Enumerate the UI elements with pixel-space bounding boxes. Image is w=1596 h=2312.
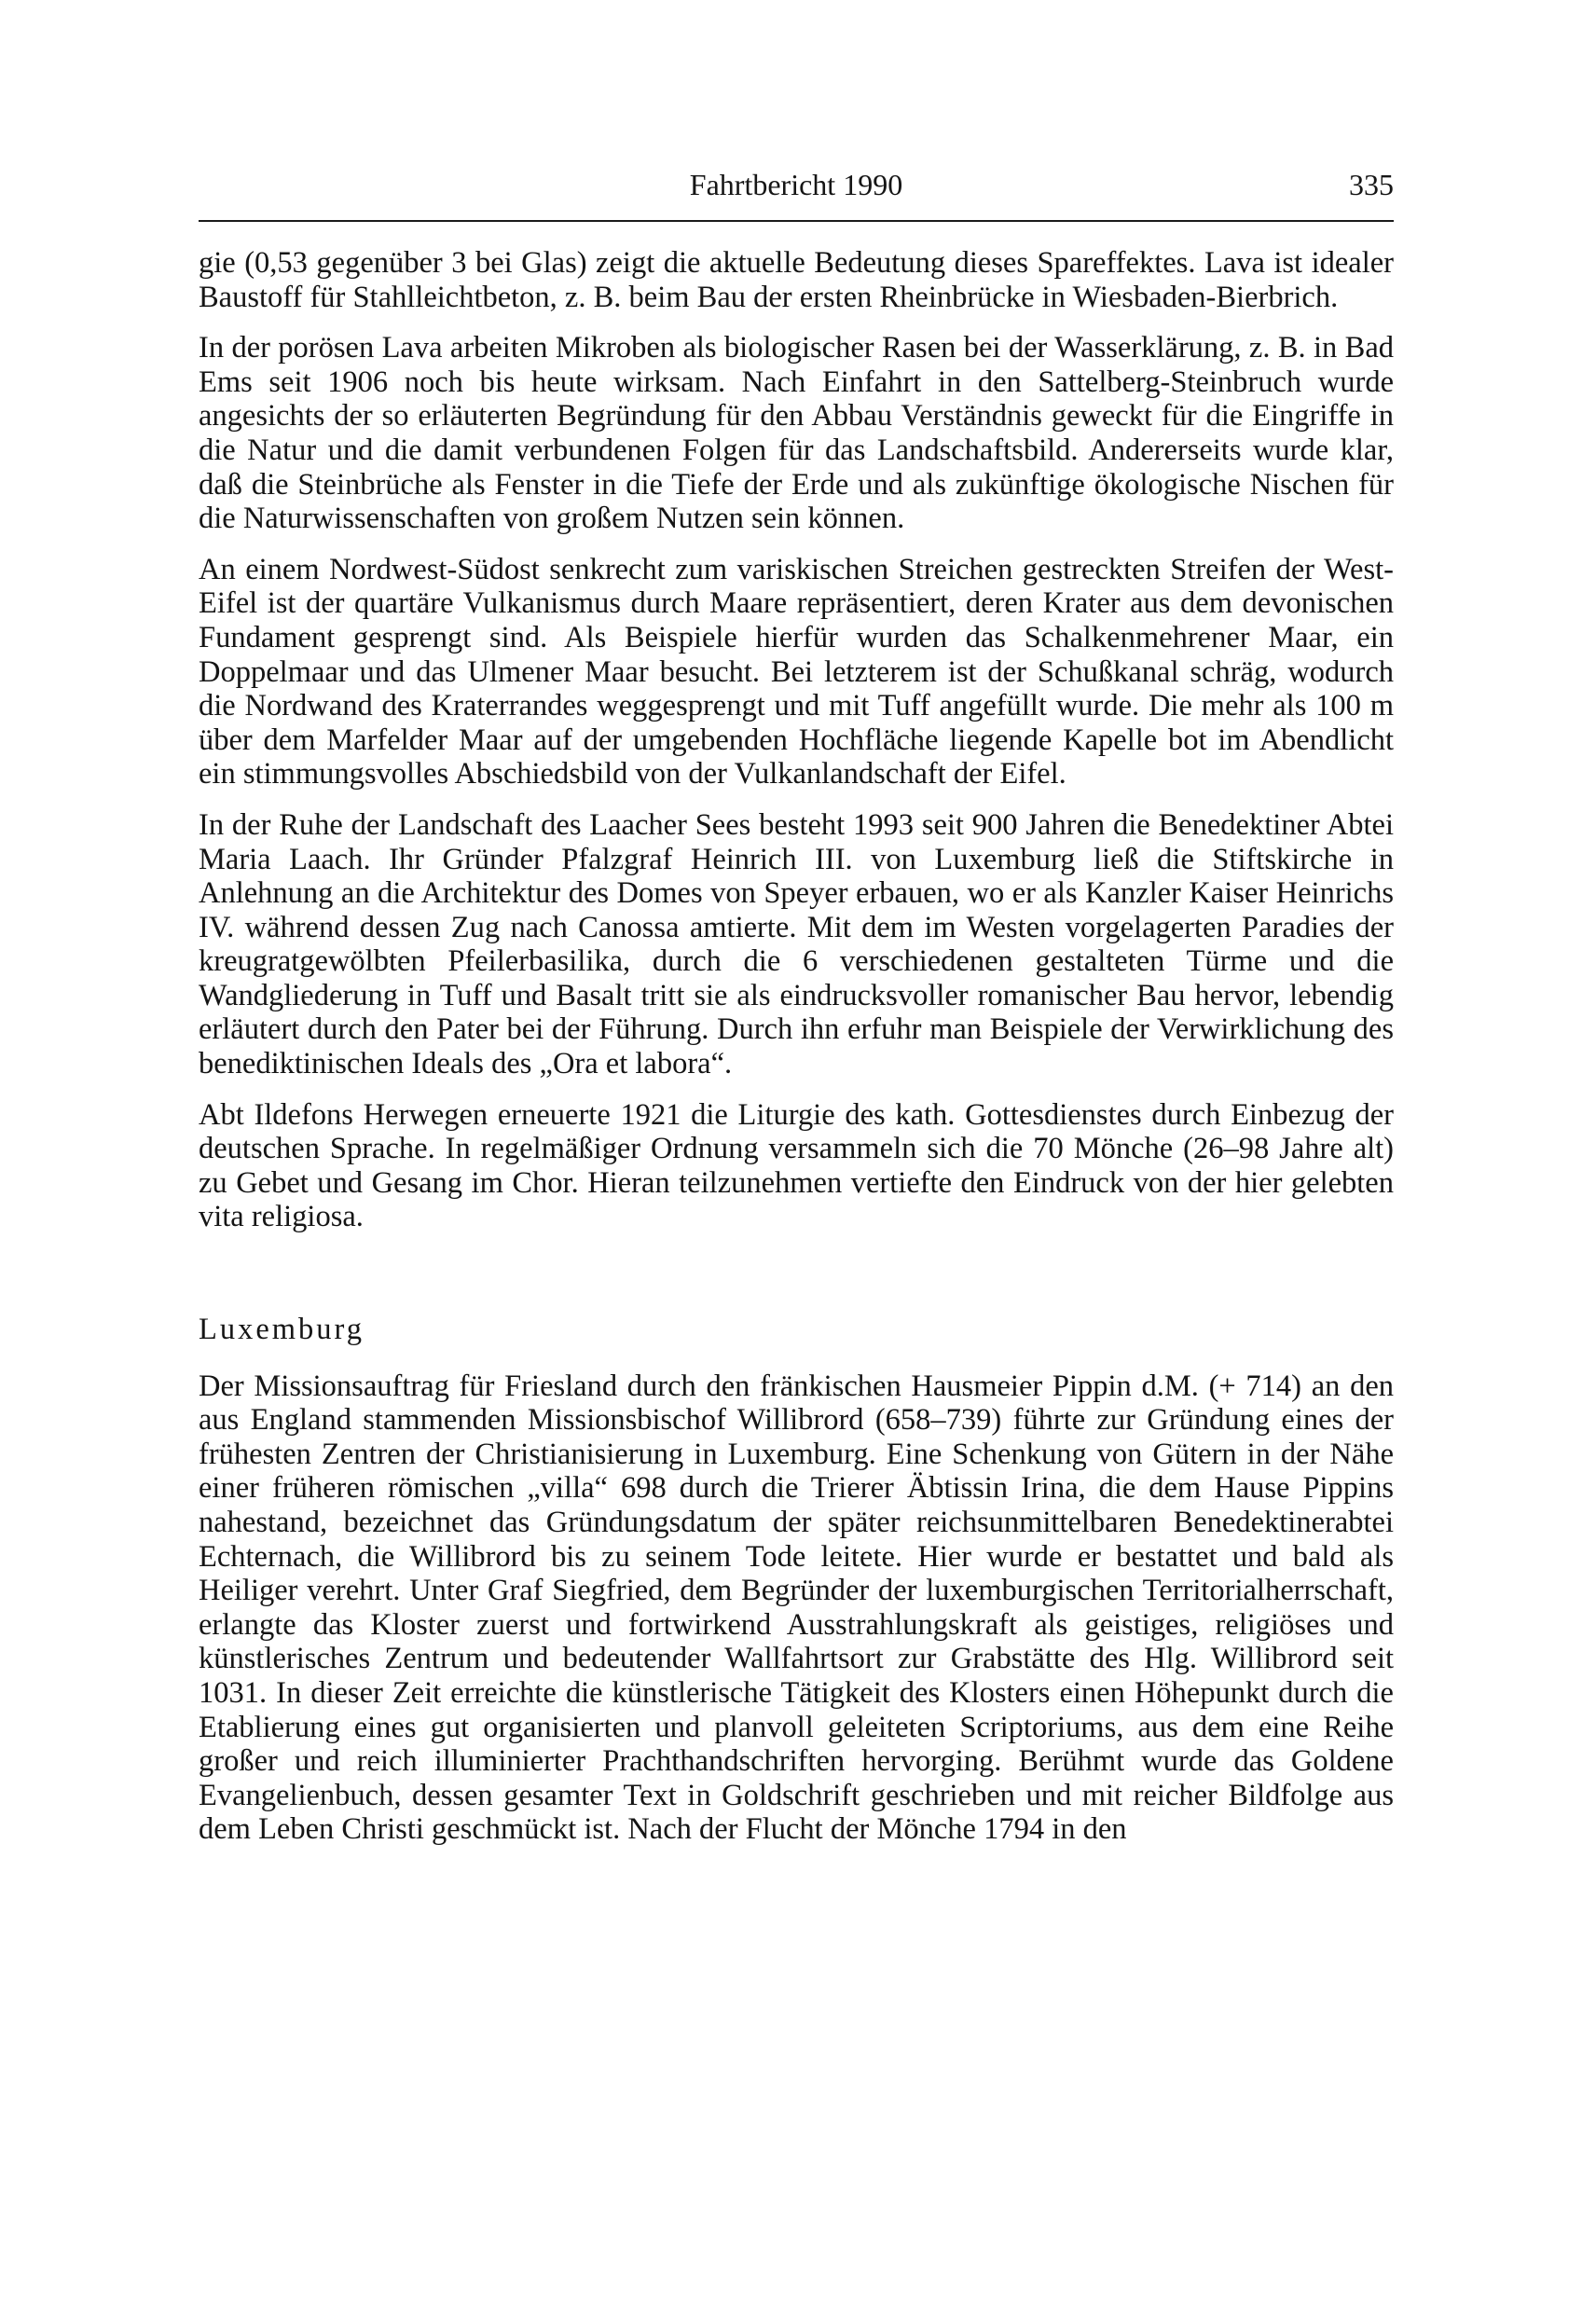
- body-text: [199, 246, 1394, 1847]
- paragraph-porous-lava: In der porösen Lava arbeiten Mikroben als biologischer Rasen bei der Wasserklärung, z. B. in Bad Ems seit 1906 noch bis heute wirksam. Nach Einfahrt in den Sattelberg-Steinbruch wurde angesichts der so erläuterten Begründung für den Abbau Verständnis geweckt für die Eingriffe in die Natur und die damit verbundenen Folgen für das Landschaftsbild. Andererseits wurde klar, daß die Steinbrüche als Fenster in die Tiefe der Erde und als zukünftige ökologische Nischen für die Naturwissenschaften von großem Nutzen sein können.: [199, 331, 1394, 536]
- running-title: Fahrtbericht 1990: [689, 168, 903, 201]
- page-number: 335: [1349, 168, 1394, 201]
- paragraph-lava-insulation: gie (0,53 gegenüber 3 bei Glas) zeigt die aktuelle Bedeutung dieses Spareffektes. Lava ist idealer Baustoff für Stahlleichtbeton, z. B. beim Bau der ersten Rheinbrücke in Wiesbaden-Bierbrich.: [199, 246, 1394, 314]
- header-rule: [199, 220, 1394, 222]
- paragraph-maria-laach: In der Ruhe der Landschaft des Laacher Sees besteht 1993 seit 900 Jahren die Benedektiner Abtei Maria Laach. Ihr Gründer Pfalzgraf Heinrich III. von Luxemburg ließ die Stiftskirche in Anlehnung an die Architektur des Domes von Speyer erbauen, wo er als Kanzler Kaiser Heinrichs IV. während dessen Zug nach Canossa amtierte. Mit dem im Westen vorgelagerten Paradies der kreugratgewölbten Pfeilerbasilika, durch die 6 verschiedenen gestalteten Türme und die Wandgliederung in Tuff und Basalt tritt sie als eindrucksvoller romanischer Bau hervor, lebendig erläutert durch den Pater bei der Führung. Durch ihn erfuhr man Beispiele der Verwirklichung des benediktinischen Ideals des „Ora et labora“.: [199, 807, 1394, 1081]
- paragraph-west-eifel-maars: An einem Nordwest-Südost senkrecht zum variskischen Streichen gestreckten Streifen der West-Eifel ist der quartäre Vulkanismus durch Maare repräsentiert, deren Krater aus dem devonischen Fundament gesprengt sind. Als Beispiele hierfür wurden das Schalkenmehrener Maar, ein Doppelmaar und das Ulmener Maar besucht. Bei letzterem ist der Schußkanal schräg, wodurch die Nordwand des Kraterrandes weggesprengt und mit Tuff angefüllt wurde. Die mehr als 100 m über dem Marfelder Maar auf der umgebenden Hochfläche liegende Kapelle bot im Abendlicht ein stimmungsvolles Abschiedsbild von der Vulkanlandschaft der Eifel.: [199, 552, 1394, 791]
- running-header: [199, 166, 1394, 211]
- document-page: [199, 166, 1394, 1864]
- paragraph-luxemburg-mission: Der Missionsauftrag für Friesland durch den fränkischen Hausmeier Pippin d.M. (+ 714) an den aus England stammenden Missionsbischof Willibrord (658–739) führte zur Gründung eines der frühesten Zentren der Christianisierung in Luxemburg. Eine Schenkung von Gütern in der Nähe einer früheren römischen „villa“ 698 durch die Trierer Äbtissin Irina, die dem Hause Pippins nahestand, bezeichnet das Gründungsdatum der später reichsunmittelbaren Benedektinerabtei Echternach, die Willibrord bis zu seinem Tode leitete. Hier wurde er bestattet und bald als Heiliger verehrt. Unter Graf Siegfried, dem Begründer der luxemburgischen Territorialherrschaft, erlangte das Kloster zuerst und fortwirkend Ausstrahlungskraft als geistiges, religiöses und künstlerisches Zentrum und bedeutender Wallfahrtsort zur Grabstätte des Hlg. Willibrord seit 1031. In dieser Zeit erreichte die künstlerische Tätigkeit des Klosters einen Höhepunkt durch die Etablierung eines gut organisierten und planvoll geleiteten Scriptoriums, aus dem eine Reihe großer und reich illuminierter Prachthandschriften hervorging. Berühmt wurde das Goldene Evangelienbuch, dessen gesamter Text in Goldschrift geschrieben und mit reicher Bildfolge aus dem Leben Christi geschmückt ist. Nach der Flucht der Mönche 1794 in den: [199, 1369, 1394, 1847]
- paragraph-abt-ildefons: Abt Ildefons Herwegen erneuerte 1921 die Liturgie des kath. Gottesdienstes durch Einbezug der deutschen Sprache. In regelmäßiger Ordnung versammeln sich die 70 Mönche (26–98 Jahre alt) zu Gebet und Gesang im Chor. Hieran teilzunehmen vertiefte den Eindruck von der hier gelebten vita religiosa.: [199, 1097, 1394, 1234]
- section-heading-luxemburg: Luxemburg: [199, 1313, 365, 1347]
